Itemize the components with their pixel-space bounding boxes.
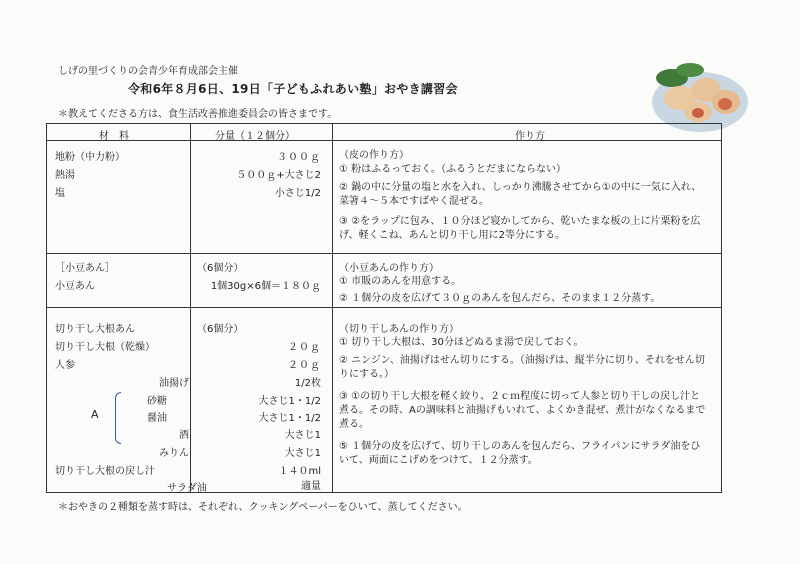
ingredient-amount: ３００ｇ [277, 152, 321, 163]
method-step: ⑤ １個分の皮を広げて、切り干しのあんを包んだら、フライパンにサラダ油をひいて、両面にこげめをつけて、１２分蒸す。 [339, 441, 701, 466]
ingredient-amount: 小さじ1/2 [274, 188, 321, 199]
method-step: ② ニンジン、油揚げはせん切りにする。（油揚げは、縦半分に切り、それをせん切りにする。） [339, 355, 705, 380]
method-title: （小豆あんの作り方） [339, 263, 439, 274]
ingredient-name: 熱湯 [55, 170, 75, 181]
row-divider [47, 307, 721, 308]
ingredient-amount: 1個30g×6個＝１８０ｇ [210, 281, 321, 292]
ingredient-name: 切り干し大根の戻し汁 [55, 466, 155, 477]
ingredient-amount: 適量 [301, 481, 321, 492]
seasoning-group-bracket [115, 392, 121, 444]
oyaki-filling [718, 98, 732, 110]
ingredient-amount: 大さじ1・1/2 [258, 413, 321, 424]
row-divider [47, 140, 721, 141]
method-title: （切り干しあんの作り方） [339, 324, 459, 335]
ingredient-amount: 1/2枚 [294, 378, 321, 389]
seasoning-group-label: A [91, 408, 99, 421]
ingredient-name: 人参 [55, 360, 75, 371]
header-method: 作り方 [515, 131, 545, 142]
method-step: ② １個分の皮を広げて３０ｇのあんを包んだら、そのまま１２分蒸す。 [339, 293, 661, 304]
ingredient-amount: ２０ｇ [288, 360, 321, 371]
section-count: （6個分） [197, 324, 244, 335]
ingredient-amount: 大さじ1 [284, 430, 321, 441]
section-count: （6個分） [197, 263, 244, 274]
oyaki-filling [692, 108, 704, 118]
method-step: ① 粉はふるっておく。（ふるうとだまにならない） [339, 164, 566, 175]
ingredient-name: サラダ油 [167, 483, 207, 494]
ingredient-name: 砂糖 [147, 396, 167, 407]
ingredient-amount: １４０ml [278, 466, 321, 477]
recipe-table [46, 123, 722, 493]
ingredient-name: 酒 [179, 430, 189, 441]
ingredient-amount: 大さじ1・1/2 [258, 396, 321, 407]
ingredient-name: みりん [159, 448, 189, 459]
method-title: （皮の作り方） [339, 150, 409, 161]
row-divider [47, 253, 721, 254]
method-step: ① 市販のあんを用意する。 [339, 276, 462, 287]
ingredient-amount: ５００ｇ+大さじ2 [236, 170, 321, 181]
method-step: ③ ②をラップに包み、１０分ほど寝かしてから、乾いたまな板の上に片栗粉を広げ、軽くこね、あんと切り干し用に2等分にする。 [339, 216, 701, 241]
organizer-text: しげの里づくりの会青少年育成部会主催 [58, 66, 238, 77]
cooperation-note: ＊教えてくださる方は、食生活改善推進委員会の皆さまです。 [58, 109, 338, 120]
ingredient-name: 醤油 [147, 413, 167, 424]
header-amount: 分量（１２個分） [215, 131, 295, 142]
ingredient-name: 地粉（中力粉） [55, 152, 125, 163]
ingredient-name: 切り干し大根（乾燥） [55, 342, 155, 353]
steaming-note: ＊おやきの２種類を蒸す時は、それぞれ、クッキングペーパーをひいて、蒸してください。 [58, 502, 468, 513]
ingredient-name: 油揚げ [159, 378, 189, 389]
column-divider [332, 124, 333, 492]
method-step: ① 切り干し大根は、30分ほどぬるま湯で戻しておく。 [339, 337, 584, 348]
ingredient-name: 小豆あん [55, 281, 95, 292]
ingredient-amount: 大さじ1 [284, 448, 321, 459]
leaf-garnish [676, 63, 704, 77]
section-label: 切り干し大根あん [55, 324, 135, 335]
column-divider [190, 124, 191, 492]
ingredient-name: 塩 [55, 188, 65, 199]
ingredient-amount: ２０ｇ [288, 342, 321, 353]
method-step: ③ ①の切り干し大根を軽く絞り、２ｃｍ程度に切って人参と切り干しの戻し汁と煮る。その時、Aの調味料と油揚げもいれて、よくかき混ぜ、煮汁がなくなるまで煮る。 [339, 391, 706, 430]
header-ingredients: 材 料 [99, 131, 129, 142]
section-label: ［小豆あん］ [55, 263, 115, 274]
document-title: 令和6年８月6日、19日「子どもふれあい塾」おやき講習会 [128, 82, 458, 96]
method-step: ② 鍋の中に分量の塩と水を入れ、しっかり沸騰させてから①の中に一気に入れ、菜箸４～５本ですばやく混ぜる。 [339, 182, 702, 207]
